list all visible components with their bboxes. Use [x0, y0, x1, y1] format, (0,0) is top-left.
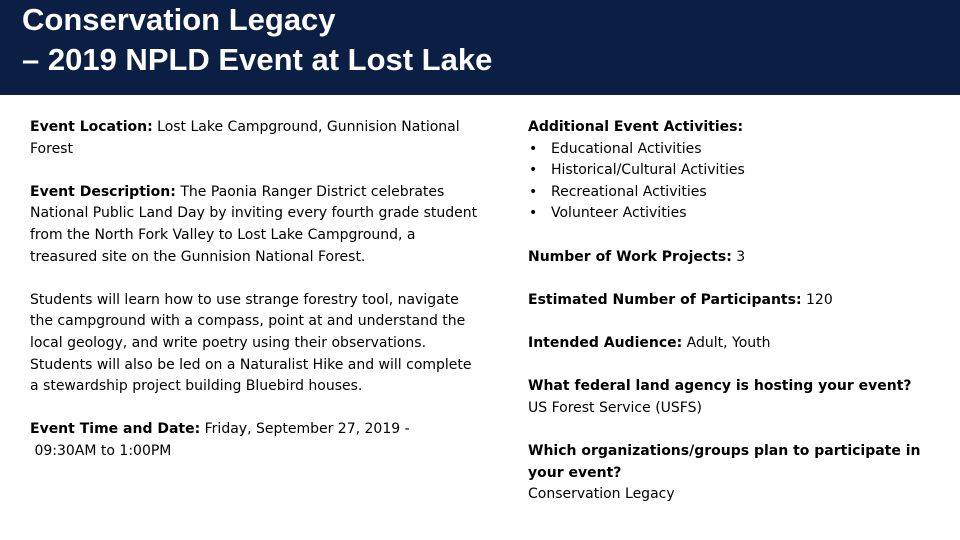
event-description — [30, 182, 480, 268]
audience — [528, 333, 953, 355]
agency-answer: US Forest Service (USFS) — [528, 399, 702, 416]
activities-list — [528, 139, 953, 225]
event-time — [30, 419, 480, 462]
participants-value: 120 — [806, 291, 833, 308]
event-location-label: Event Location: — [30, 119, 153, 135]
audience-value: Adult, Youth — [686, 334, 771, 351]
activities-label: Additional Event Activities: — [528, 119, 744, 135]
event-time-value: Friday, September 27, 2019 - — [204, 421, 410, 438]
list-item: • Recreational Activities — [528, 182, 953, 204]
left-column — [30, 117, 480, 463]
work-projects-label: Number of Work Projects: — [528, 248, 732, 265]
audience-label: Intended Audience: — [528, 334, 683, 351]
organizations-answer: Conservation Legacy — [528, 486, 675, 503]
participants-label: Estimated Number of Participants: — [528, 291, 802, 308]
organizations-question: Which organizations/groups plan to participate in your event? — [528, 442, 921, 481]
work-projects — [528, 247, 953, 269]
list-item: • Historical/Cultural Activities — [528, 160, 953, 182]
list-item: • Volunteer Activities — [528, 203, 953, 225]
event-description-label: Event Description: — [30, 183, 176, 200]
participants — [528, 290, 953, 312]
event-time-label: Event Time and Date: — [30, 421, 201, 438]
title-line-2: – 2019 NPLD Event at Lost Lake — [22, 42, 493, 77]
work-projects-value: 3 — [736, 248, 746, 265]
event-description-value: The Paonia Ranger District celebrates National Public Land Day by inviting every fourth grade student from the North Fork Valley to Lost Lake Campground, a treasured site on the Gunnision National Forest. — [30, 183, 478, 265]
list-item: • Educational Activities — [528, 139, 953, 161]
event-location-value: Lost Lake Campground, Gunnision National Forest — [30, 119, 460, 157]
event-time-value-line-2: 09:30AM to 1:00PM — [34, 442, 172, 459]
event-location — [30, 117, 480, 160]
title-line-1: Conservation Legacy — [22, 2, 336, 37]
event-description-paragraph-2: Students will learn how to use strange forestry tool, navigate the campground with a compass, point at and understand the local geology, and write poetry using their observations. Students will also be led on a Naturalist Hike and will complete a stewardship project building Bluebird houses. — [30, 291, 472, 395]
title-banner — [0, 0, 960, 95]
agency-question: What federal land agency is hosting your event? — [528, 378, 912, 395]
page-title — [22, 0, 492, 80]
right-column — [528, 117, 953, 506]
